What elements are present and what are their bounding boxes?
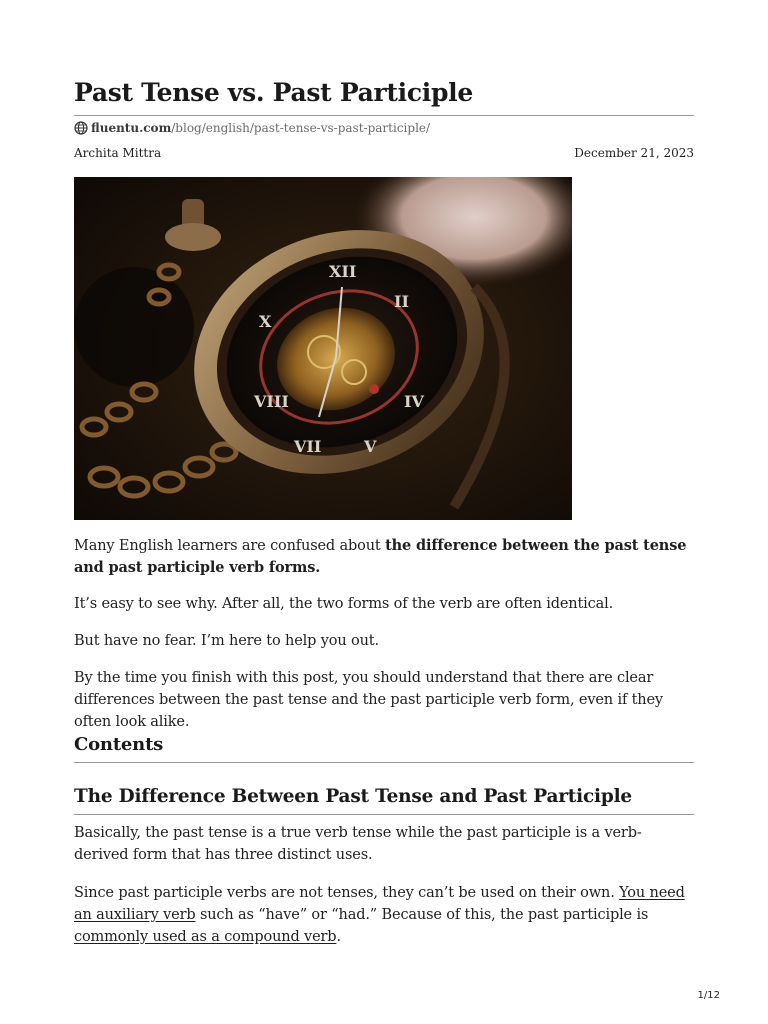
svg-text:X: X [259, 312, 272, 331]
paragraph-3: But have no fear. I’m here to help you out. [74, 633, 379, 649]
intro-bold-text: the difference between the past tense and past participle verb forms. [74, 537, 687, 576]
intro-paragraph: Many English learners are confused about the difference between the past tense and past participle verb forms. [74, 537, 687, 576]
auxiliary-verb-link[interactable]: You need an auxiliary verb [74, 885, 685, 923]
article-meta [74, 146, 694, 160]
globe-icon [74, 121, 88, 135]
hero-image [74, 177, 572, 520]
paragraph-6: Since past participle verbs are not tenses, they can’t be used on their own. You need an auxiliary verb such as “have” or “had.” Because of this, the past participle is commonly used as a compound verb. [74, 885, 685, 945]
source-line [74, 121, 430, 135]
source-domain[interactable]: fluentu.com [91, 121, 172, 135]
svg-text:XII: XII [329, 262, 357, 281]
compound-verb-link[interactable]: commonly used as a compound verb [74, 929, 337, 945]
paragraph-4: By the time you finish with this post, you should understand that there are clear differences between the past tense and the past participle verb form, even if they often look alike. [74, 670, 663, 730]
author-name: Archita Mittra [74, 146, 162, 160]
source-path[interactable]: /blog/english/past-tense-vs-past-participle/ [171, 121, 431, 135]
page-number: 1/12 [697, 990, 720, 1001]
svg-text:V: V [364, 437, 377, 456]
contents-divider [74, 762, 694, 763]
title-divider [74, 115, 694, 116]
contents-heading: Contents [74, 734, 164, 755]
pocket-watch-photo [74, 177, 572, 520]
svg-text:VII: VII [294, 437, 322, 456]
svg-text:IV: IV [404, 392, 424, 411]
paragraph-5: Basically, the past tense is a true verb tense while the past participle is a verb-derived form that has three distinct uses. [74, 825, 642, 863]
svg-text:VIII: VIII [254, 392, 289, 411]
publish-date: December 21, 2023 [574, 146, 694, 160]
paragraph-2: It’s easy to see why. After all, the two forms of the verb are often identical. [74, 596, 614, 612]
page-title: Past Tense vs. Past Participle [74, 78, 473, 107]
svg-text:II: II [394, 292, 409, 311]
section-heading: The Difference Between Past Tense and Past Participle [74, 786, 632, 807]
section-divider [74, 814, 694, 815]
